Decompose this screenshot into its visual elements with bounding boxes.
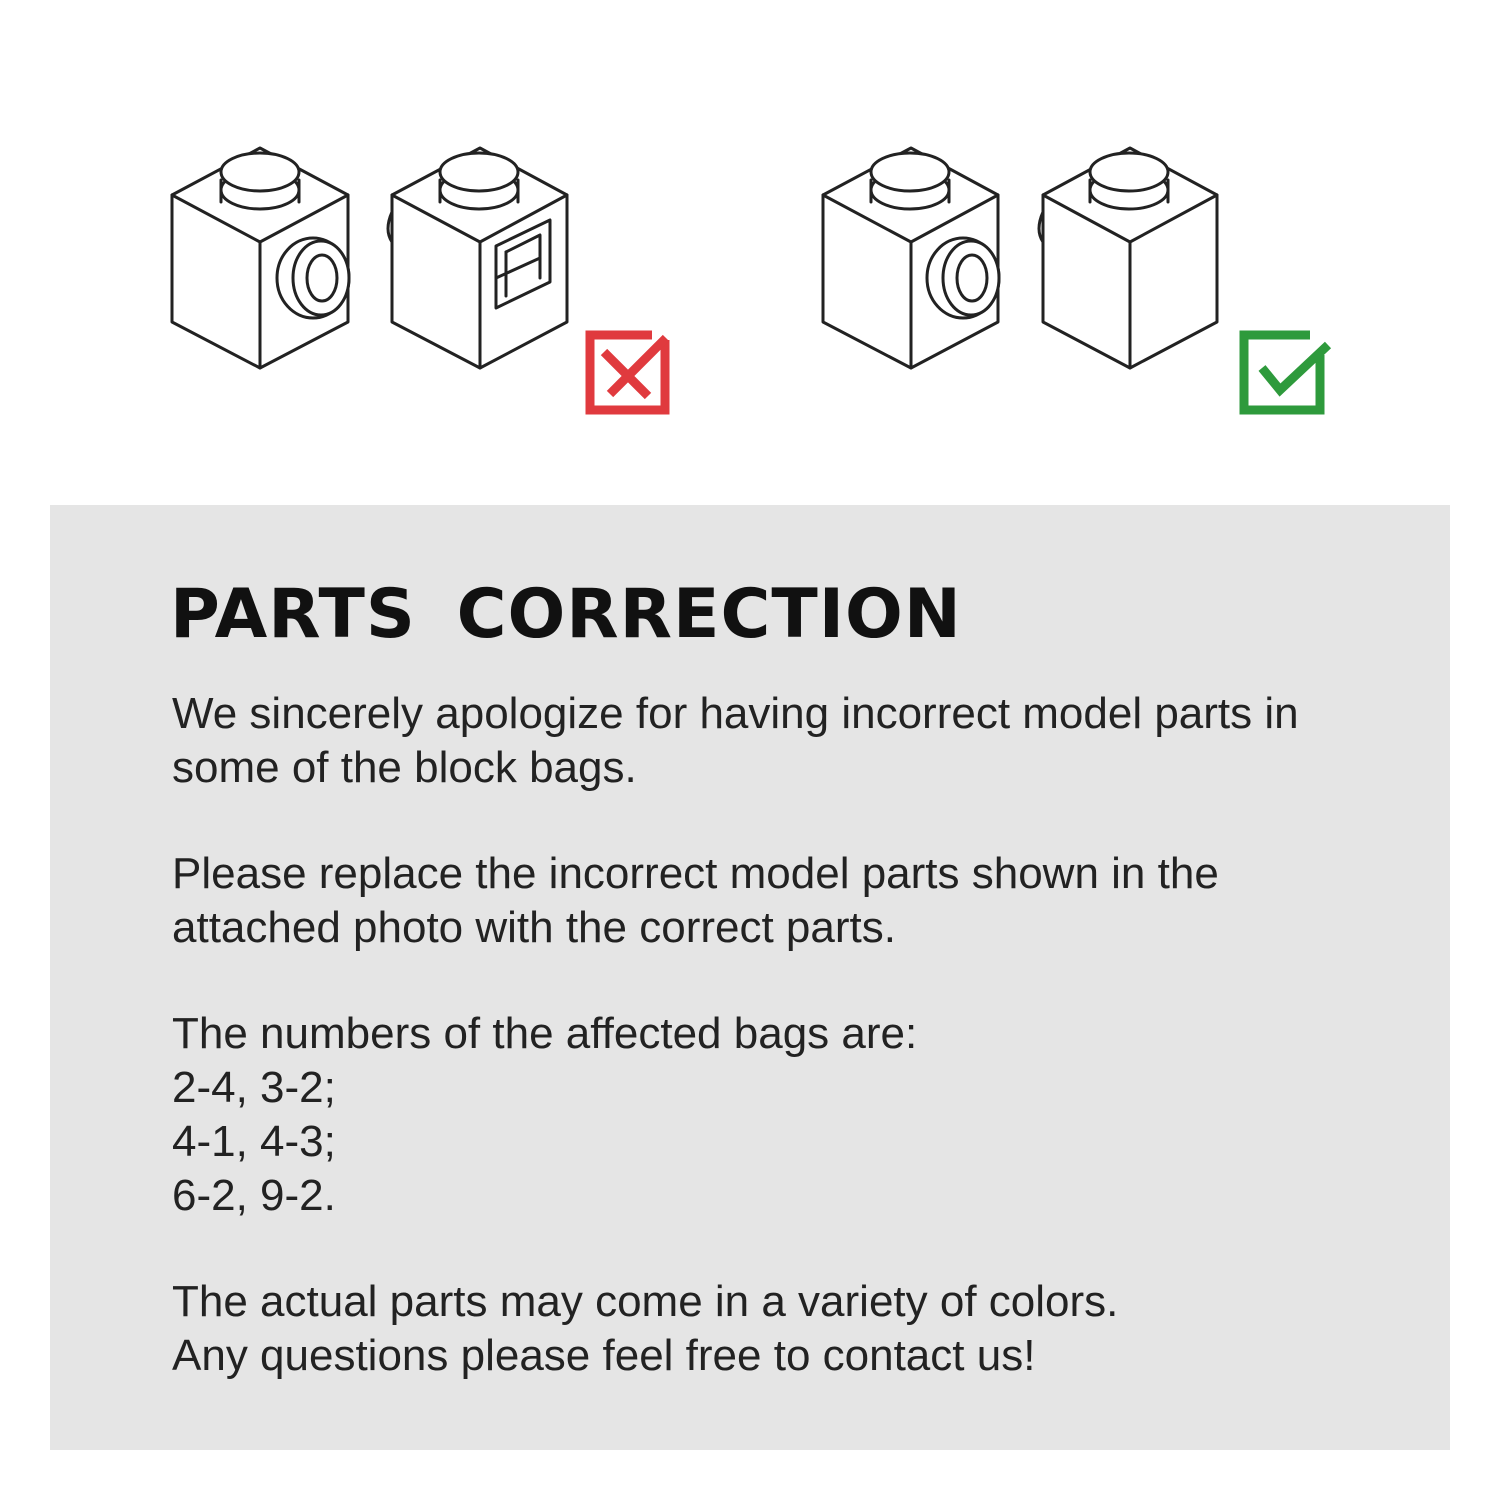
text-line: The numbers of the affected bags are: <box>172 1009 918 1058</box>
brick-window-side-icon <box>388 148 567 368</box>
text-line: Please replace the incorrect model parts shown in the <box>172 849 1219 898</box>
notice-body <box>172 687 1412 1383</box>
notice-panel <box>50 505 1450 1450</box>
text-line: The actual parts may come in a variety of colors. <box>172 1277 1119 1326</box>
text-line: some of the block bags. <box>172 743 637 792</box>
closing-paragraph <box>172 1275 1412 1383</box>
notice-title: PARTS CORRECTION <box>170 575 962 654</box>
brick-plain-icon <box>1039 148 1217 368</box>
parts-illustration <box>0 0 1500 470</box>
check-icon <box>1244 335 1328 410</box>
bag-numbers-line: 6-2, 9-2. <box>172 1171 336 1220</box>
instruction-paragraph <box>172 847 1412 955</box>
brick-stud-side-icon <box>823 148 999 368</box>
bag-numbers-line: 2-4, 3-2; <box>172 1063 336 1112</box>
apology-paragraph <box>172 687 1412 795</box>
brick-stud-side-icon <box>172 148 349 368</box>
affected-bags-paragraph <box>172 1007 1412 1223</box>
bag-numbers-line: 4-1, 4-3; <box>172 1117 336 1166</box>
text-line: attached photo with the correct parts. <box>172 903 896 952</box>
text-line: Any questions please feel free to contact us! <box>172 1331 1036 1380</box>
text-line: We sincerely apologize for having incorrect model parts in <box>172 689 1299 738</box>
cross-icon <box>590 335 666 410</box>
